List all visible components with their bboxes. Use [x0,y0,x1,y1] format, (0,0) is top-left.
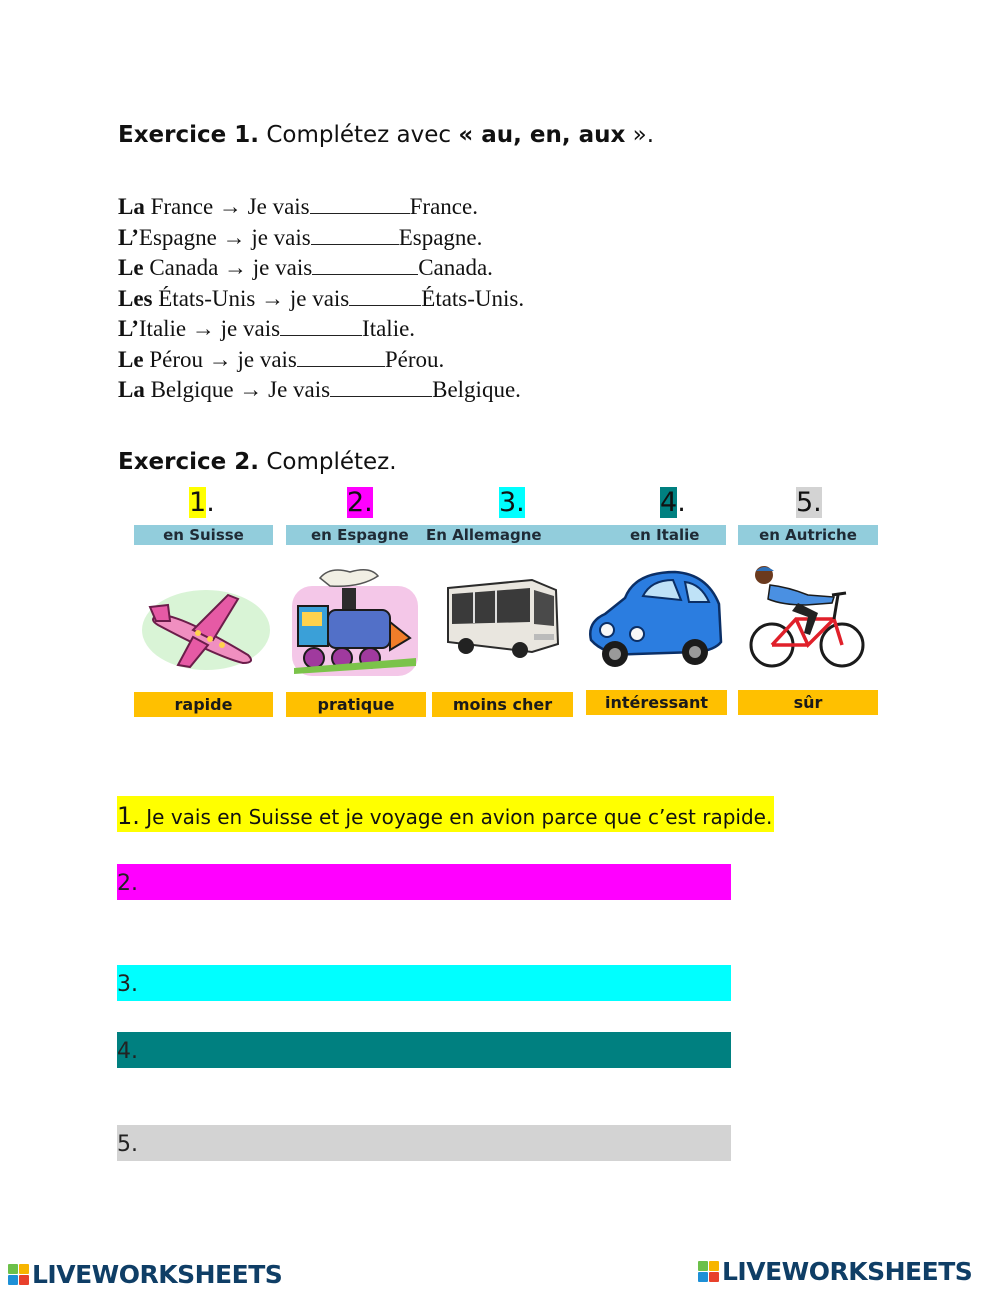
logo-text: LIVEWORKSHEETS [32,1260,283,1289]
number-highlight: 2. [347,487,373,518]
exercise1-line [118,284,524,315]
country-end: Belgique. [432,377,521,402]
answer-line-3[interactable] [117,965,731,1001]
arrow: → [191,316,215,341]
verb: je vais [289,285,350,311]
verb: je vais [237,346,297,372]
answer-number: 2. [117,871,138,896]
answer-line-1 [117,796,774,832]
answer-number: 3. [117,972,138,997]
column-number-3 [498,485,526,521]
arrow: → [261,285,285,311]
car-picture [585,568,727,672]
example-answer: Je vais en Suisse et je voyage en avion parce que c’est rapide. [139,805,773,829]
exercise1-line [118,345,524,376]
destination-label: en Espagne [311,526,409,544]
column-number-5 [795,485,823,521]
number-highlight: 3. [499,487,525,518]
logo-icon [8,1264,29,1285]
arrow: → [208,346,232,372]
country-end: États-Unis. [421,285,525,311]
arrow: → [239,377,263,402]
bus-picture [444,578,562,660]
answer-blank[interactable] [349,285,421,306]
liveworksheets-logo [8,1260,282,1289]
number-highlight: 1 [189,487,207,518]
adjective-label-4: intéressant [586,690,727,715]
column-number-4 [659,485,687,521]
number-highlight: 5. [796,487,822,518]
destination-label: En Allemagne [426,526,542,544]
destination-bar-1 [134,525,273,545]
article: L’ [118,316,139,341]
number-highlight: 4 [660,487,678,518]
arrow: → [222,224,246,250]
destination-bar-5 [738,525,878,545]
exercise1-instruction-end: ». [632,122,655,148]
number-dot: . [677,487,686,518]
article: L’ [118,224,139,250]
answer-line-5[interactable] [117,1125,731,1161]
answer-line-2[interactable] [117,864,731,900]
adjective-label-2: pratique [286,692,426,717]
exercise1-line [118,192,524,223]
country: Italie [138,316,187,341]
exercise1-line [118,375,524,406]
adjective-label-3: moins cher [432,692,573,717]
country: Belgique [150,377,234,402]
answer-blank[interactable] [311,224,399,245]
country: Pérou [149,346,203,372]
arrow: → [224,255,248,280]
answer-number: 4. [117,1039,138,1064]
article: La [118,194,145,219]
column-number-2 [346,485,374,521]
country: France [150,194,214,219]
answer-blank[interactable] [312,254,418,275]
answer-number: 1. [117,802,140,830]
verb: je vais [220,316,281,341]
column-number-1 [188,485,216,521]
exercise1-instruction: Complétez avec [266,122,452,148]
number-dot: . [206,487,215,518]
verb: Je vais [247,194,310,219]
article: Le [118,255,144,280]
country-end: Italie. [362,316,416,341]
answer-blank[interactable] [310,193,410,214]
article: La [118,377,145,402]
exercise1-list [118,192,524,406]
arrow: → [218,194,242,219]
answer-number: 5. [117,1132,138,1157]
answer-line-4[interactable] [117,1032,731,1068]
destination-label: en Autriche [759,526,857,544]
exercise1-instruction-bold: « au, en, aux [458,122,626,148]
country-end: Canada. [418,255,493,280]
exercise2-label: Exercice 2. [118,449,259,475]
verb: je vais [251,224,311,250]
answer-blank[interactable] [297,346,385,367]
country: États-Unis [158,285,256,311]
answer-blank[interactable] [280,315,362,336]
verb: je vais [252,255,313,280]
verb: Je vais [268,377,331,402]
article: Le [118,346,144,372]
country-end: Espagne. [398,224,483,250]
adjective-label-1: rapide [134,692,273,717]
liveworksheets-logo [698,1257,972,1286]
article: Les [118,285,153,311]
country: Canada [149,255,219,280]
country-end: Pérou. [384,346,445,372]
exercise1-heading [118,122,654,148]
exercise2-heading [118,449,397,475]
exercise1-line [118,314,524,345]
exercise2-instruction: Complétez. [266,449,397,475]
logo-text: LIVEWORKSHEETS [722,1257,973,1286]
destination-label: en Suisse [163,526,244,544]
train-picture [290,566,420,678]
country: Espagne [138,224,217,250]
destination-label: en Italie [630,526,700,544]
exercise1-line [118,223,524,254]
adjective-label-5: sûr [738,690,878,715]
destination-bar-2-4 [286,525,726,545]
logo-icon [698,1261,719,1282]
bicycle-picture [748,565,868,671]
answer-blank[interactable] [330,376,432,397]
exercise1-label: Exercice 1. [118,122,259,148]
country-end: France. [409,194,478,219]
airplane-picture [138,585,273,675]
exercise1-line [118,253,524,284]
